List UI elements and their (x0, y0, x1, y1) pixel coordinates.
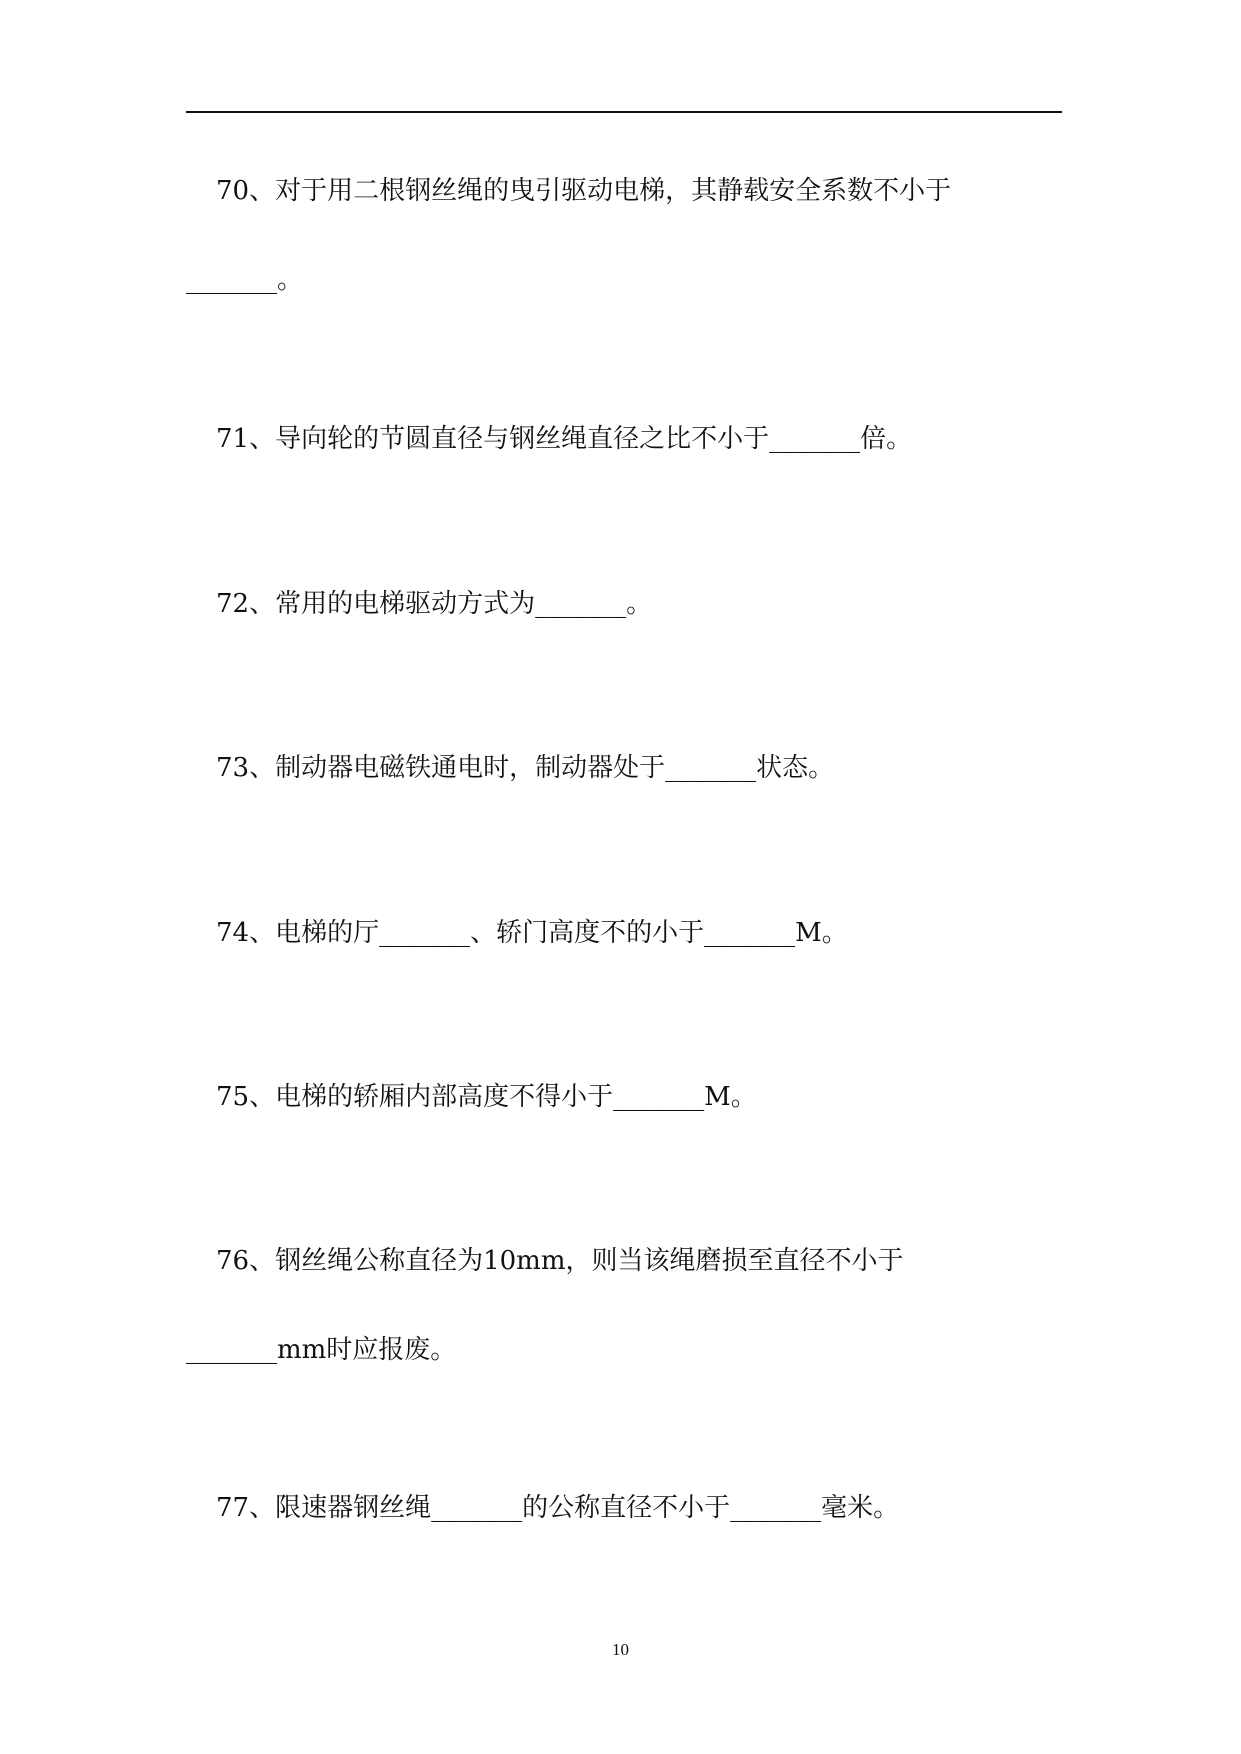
question-75 (186, 1080, 1062, 1114)
question-76 (186, 1244, 1062, 1367)
question-76-line-2: _______mm时应报废。 (186, 1335, 457, 1365)
header-rule (186, 111, 1062, 113)
page-number: 10 (612, 1640, 629, 1659)
question-72-text: 72、常用的电梯驱动方式为_______。 (216, 589, 653, 619)
question-72 (186, 587, 1062, 621)
question-73-text: 73、制动器电磁铁通电时，制动器处于_______状态。 (216, 753, 835, 783)
question-74-text: 74、电梯的厅_______、轿门高度不的小于_______M。 (216, 918, 848, 948)
question-75-text: 75、电梯的轿厢内部高度不得小于_______M。 (216, 1082, 757, 1112)
question-70-line-1: 70、对于用二根钢丝绳的曳引驱动电梯，其静载安全系数不小于 (216, 176, 952, 206)
question-77-text: 77、限速器钢丝绳_______的公称直径不小于_______毫米。 (216, 1493, 900, 1523)
question-70 (186, 174, 1062, 297)
question-71 (186, 422, 1062, 456)
question-76-line-1: 76、钢丝绳公称直径为10mm，则当该绳磨损至直径不小于 (216, 1246, 904, 1276)
question-73 (186, 751, 1062, 785)
question-77 (186, 1491, 1062, 1525)
question-74 (186, 916, 1062, 950)
question-71-text: 71、导向轮的节圆直径与钢丝绳直径之比不小于_______倍。 (216, 424, 913, 454)
question-70-line-2: _______。 (186, 265, 304, 295)
